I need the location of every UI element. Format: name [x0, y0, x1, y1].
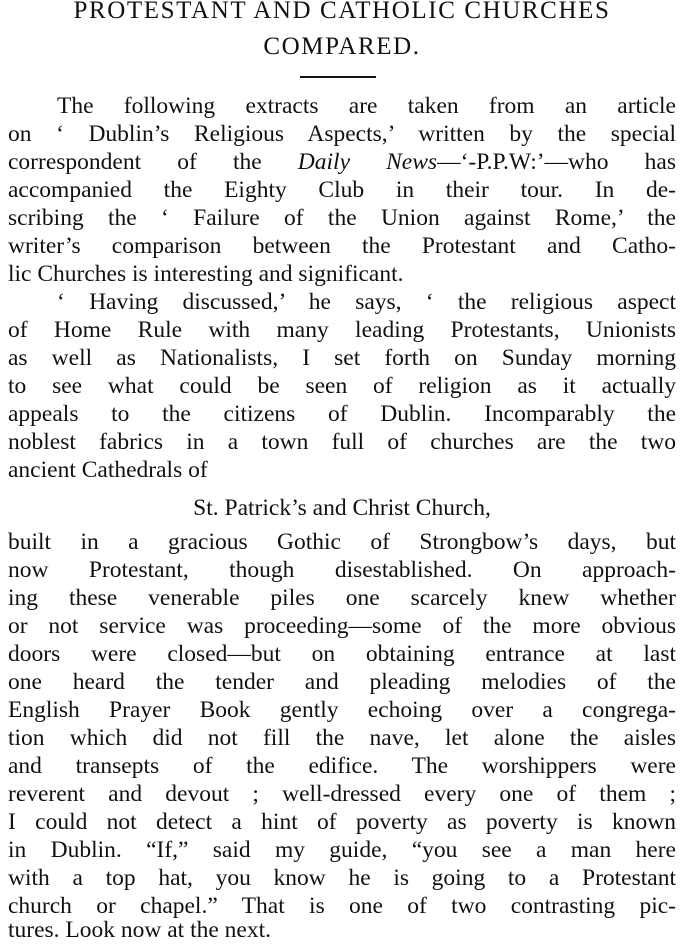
- body-line: ancient Cathedrals of: [8, 457, 208, 483]
- body-line: accompanied the Eighty Club in their tour. In de-: [8, 177, 676, 203]
- headline-line-1: PROTESTANT AND CATHOLIC CHURCHES: [73, 0, 611, 24]
- body-line: scribing the ‘ Failure of the Union against Rome,’ the: [8, 205, 676, 231]
- body-line-with-italic: [8, 148, 676, 176]
- body-line: tures. Look now at the next.: [8, 917, 272, 943]
- body-line: tion which did not fill the nave, let alone the aisles: [8, 725, 676, 751]
- body-line: The following extracts are taken from an article: [57, 93, 676, 119]
- body-line-tail: —‘-P.P.W:’—who has: [437, 149, 676, 175]
- body-line: now Protestant, though disestablished. On approach-: [8, 557, 676, 583]
- body-line: appeals to the citizens of Dublin. Incomparably the: [8, 401, 676, 427]
- body-line: with a top hat, you know he is going to a Protestant: [8, 865, 676, 891]
- body-line-start: correspondent of the: [8, 149, 298, 175]
- body-line: writer’s comparison between the Protestant and Catho-: [8, 233, 676, 259]
- body-line: reverent and devout ; well-dressed every one of them ;: [8, 781, 676, 807]
- body-line: in Dublin. “If,” said my guide, “you see a man here: [8, 837, 676, 863]
- headline-line-2: COMPARED.: [263, 33, 421, 60]
- body-line: ‘ Having discussed,’ he says, ‘ the religious aspect: [57, 289, 676, 315]
- body-line: of Home Rule with many leading Protestants, Unionists: [8, 317, 676, 343]
- body-line: I could not detect a hint of poverty as poverty is known: [8, 809, 676, 835]
- body-line: as well as Nationalists, I set forth on Sunday morning: [8, 345, 676, 371]
- body-line: noblest fabrics in a town full of churches are the two: [8, 429, 676, 455]
- body-line: to see what could be seen of religion as it actually: [8, 373, 676, 399]
- body-line: or not service was proceeding—some of the more obvious: [8, 613, 676, 639]
- body-line: English Prayer Book gently echoing over a congrega-: [8, 697, 676, 723]
- newspaper-name: Daily News: [297, 149, 438, 175]
- subheading: St. Patrick’s and Christ Church,: [193, 495, 491, 521]
- body-line: lic Churches is interesting and significant.: [8, 261, 404, 287]
- body-line: and transepts of the edifice. The worshippers were: [8, 753, 676, 779]
- body-line: built in a gracious Gothic of Strongbow’s days, but: [8, 529, 676, 555]
- body-line: doors were closed—but on obtaining entrance at last: [8, 641, 676, 667]
- body-line: one heard the tender and pleading melodies of the: [8, 669, 676, 695]
- body-line: ing these venerable piles one scarcely knew whether: [8, 585, 676, 611]
- body-line: on ‘ Dublin’s Religious Aspects,’ written by the special: [8, 121, 676, 147]
- body-line: church or chapel.” That is one of two contrasting pic-: [8, 893, 676, 919]
- headline-rule: [300, 76, 376, 78]
